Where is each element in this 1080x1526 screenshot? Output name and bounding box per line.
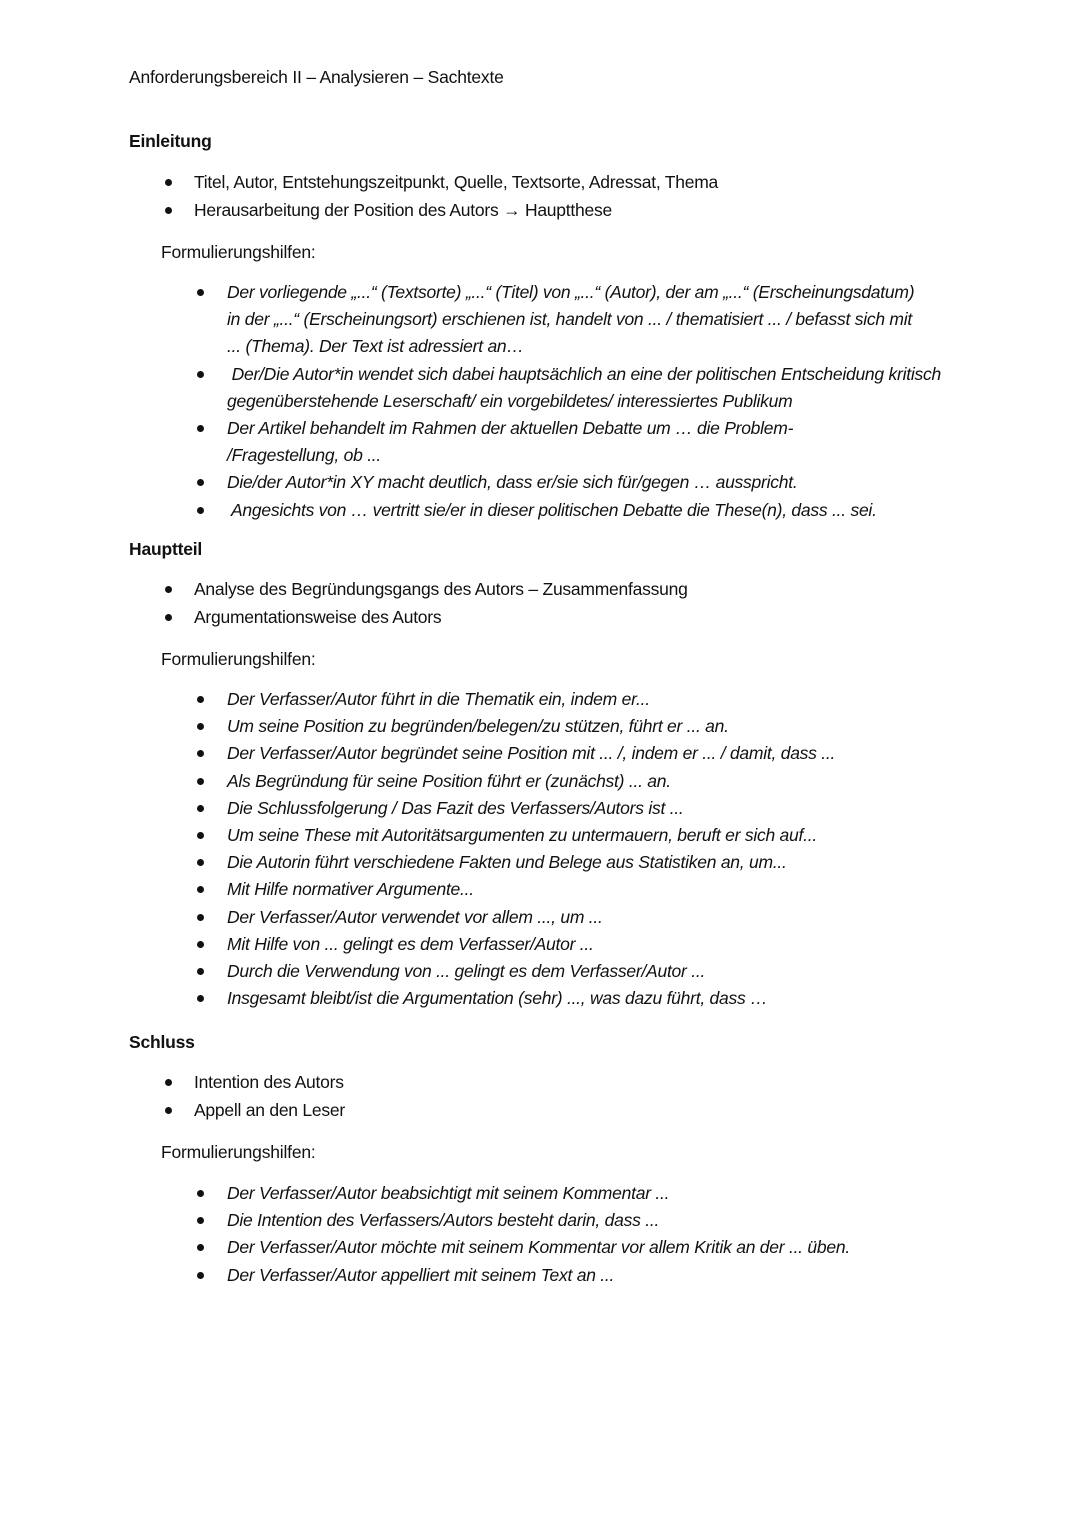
phrase-item: Der Verfasser/Autor verwendet vor allem ..., um ... — [227, 904, 947, 931]
phrase-item: Insgesamt bleibt/ist die Argumentation (sehr) ..., was dazu führt, dass … — [227, 985, 947, 1012]
bullet-icon — [197, 941, 204, 948]
phrase-item: Der Verfasser/Autor beabsichtigt mit seinem Kommentar ... — [227, 1180, 947, 1207]
bullet-icon — [197, 1244, 204, 1251]
phrase-item: Die/der Autor*in XY macht deutlich, dass er/sie sich für/gegen … ausspricht. — [227, 469, 917, 496]
topic-item: Intention des Autors — [194, 1069, 345, 1097]
section-heading-schluss: Schluss — [129, 1032, 195, 1052]
phrase-item: Angesichts von … vertritt sie/er in dieser politischen Debatte die These(n), dass ... sei. — [227, 497, 917, 524]
phrase-item: Durch die Verwendung von ... gelingt es dem Verfasser/Autor ... — [227, 958, 947, 985]
bullet-icon — [197, 914, 204, 921]
document-header: Anforderungsbereich II – Analysieren – Sachtexte — [129, 67, 504, 87]
topic-item: Argumentationsweise des Autors — [194, 604, 688, 632]
bullet-icon — [165, 207, 172, 214]
phrases-label: Formulierungshilfen: — [161, 649, 316, 669]
bullet-icon — [197, 778, 204, 785]
phrase-item: Um seine Position zu begründen/belegen/zu stützen, führt er ... an. — [227, 713, 947, 740]
schluss-topic-list — [194, 1069, 345, 1124]
bullet-icon — [165, 586, 172, 593]
topic-item: Herausarbeitung der Position des Autors → Hauptthese — [194, 197, 718, 225]
section-heading-hauptteil: Hauptteil — [129, 539, 203, 559]
topic-item: Titel, Autor, Entstehungszeitpunkt, Quelle, Textsorte, Adressat, Thema — [194, 169, 718, 197]
bullet-icon — [197, 995, 204, 1002]
phrase-item: Als Begründung für seine Position führt er (zunächst) ... an. — [227, 768, 947, 795]
bullet-icon — [197, 832, 204, 839]
bullet-icon — [197, 723, 204, 730]
bullet-icon — [197, 371, 204, 378]
phrase-item: Der Verfasser/Autor appelliert mit seinem Text an ... — [227, 1262, 947, 1289]
phrase-item: Um seine These mit Autoritätsargumenten zu untermauern, beruft er sich auf... — [227, 822, 947, 849]
bullet-icon — [197, 859, 204, 866]
bullet-icon — [197, 968, 204, 975]
phrase-item: Die Schlussfolgerung / Das Fazit des Verfassers/Autors ist ... — [227, 795, 947, 822]
phrase-item: Der Verfasser/Autor führt in die Thematik ein, indem er... — [227, 686, 947, 713]
schluss-phrase-list — [227, 1180, 947, 1289]
topic-item: Appell an den Leser — [194, 1097, 345, 1125]
bullet-icon — [165, 614, 172, 621]
bullet-icon — [165, 1107, 172, 1114]
section-heading-einleitung: Einleitung — [129, 131, 212, 151]
bullet-icon — [197, 1190, 204, 1197]
topic-item: Analyse des Begründungsgangs des Autors – Zusammenfassung — [194, 576, 688, 604]
phrase-item: Die Intention des Verfassers/Autors besteht darin, dass ... — [227, 1207, 947, 1234]
phrase-item: Der Verfasser/Autor möchte mit seinem Kommentar vor allem Kritik an der ... üben. — [227, 1234, 947, 1261]
bullet-icon — [197, 507, 204, 514]
phrase-item: Mit Hilfe von ... gelingt es dem Verfasser/Autor ... — [227, 931, 947, 958]
phrase-item: Mit Hilfe normativer Argumente... — [227, 876, 947, 903]
bullet-icon — [197, 425, 204, 432]
phrase-item: Der Artikel behandelt im Rahmen der aktuellen Debatte um … die Problem- /Fragestellung, ob ... — [227, 415, 847, 469]
bullet-icon — [165, 1079, 172, 1086]
phrases-label: Formulierungshilfen: — [161, 1142, 316, 1162]
phrase-item: Der Verfasser/Autor begründet seine Position mit ... /, indem er ... / damit, dass ... — [227, 740, 947, 767]
bullet-icon — [197, 696, 204, 703]
bullet-icon — [197, 479, 204, 486]
phrase-item: Der/Die Autor*in wendet sich dabei hauptsächlich an eine der politischen Entscheidung kritisch gegenüberstehende Leserschaft/ ein vorgebildetes/ interessiertes Publikum — [227, 361, 947, 415]
hauptteil-phrase-list — [227, 686, 947, 1012]
bullet-icon — [197, 1272, 204, 1279]
bullet-icon — [197, 750, 204, 757]
einleitung-topic-list — [194, 169, 718, 224]
bullet-icon — [197, 886, 204, 893]
hauptteil-topic-list — [194, 576, 688, 631]
bullet-icon — [197, 805, 204, 812]
phrases-label: Formulierungshilfen: — [161, 242, 316, 262]
bullet-icon — [197, 289, 204, 296]
bullet-icon — [165, 179, 172, 186]
phrase-item: Die Autorin führt verschiedene Fakten und Belege aus Statistiken an, um... — [227, 849, 947, 876]
phrase-item: Der vorliegende „...“ (Textsorte) „...“ (Titel) von „...“ (Autor), der am „...“ (Erscheinungsdatum) in der „...“ (Erscheinungsort) erschienen ist, handelt von ... / thematisiert ... / befasst sich mit ... (Thema). Der Text ist adressiert an… — [227, 279, 917, 361]
einleitung-phrase-list — [227, 279, 946, 524]
bullet-icon — [197, 1217, 204, 1224]
